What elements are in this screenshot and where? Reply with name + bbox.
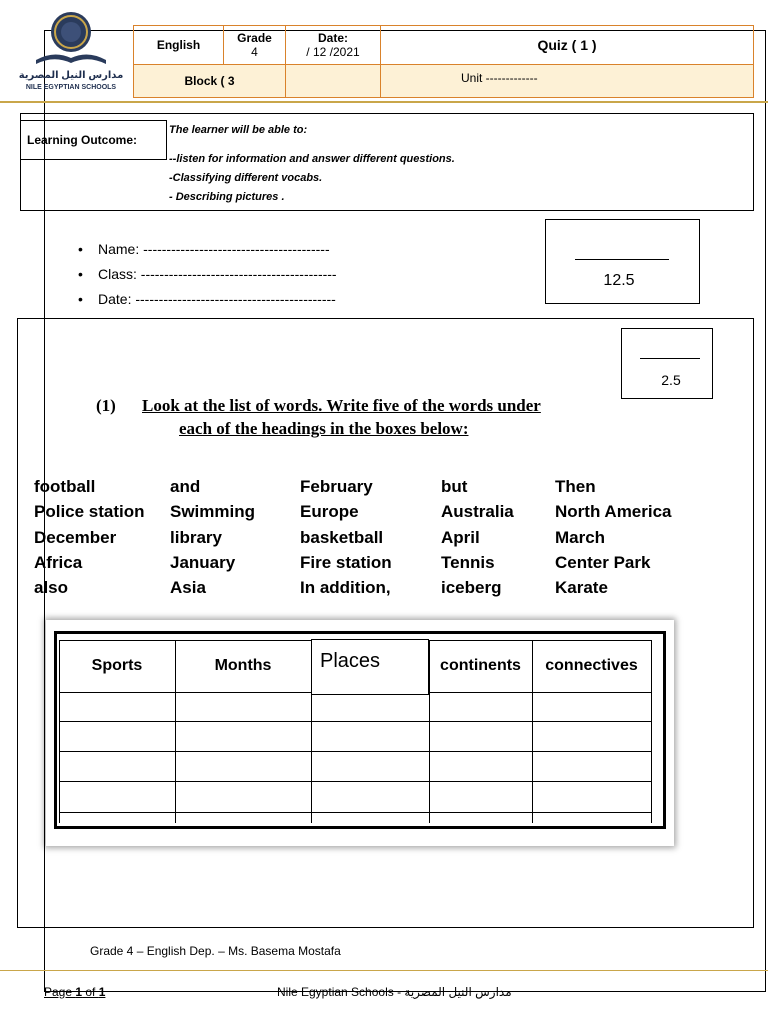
word-bank-word: Then [555, 477, 596, 496]
table-row-line [59, 781, 652, 782]
question-instruction-line2 [179, 419, 468, 439]
table-row-line [59, 751, 652, 752]
page-prefix: Page [44, 985, 76, 999]
question-line1-text: Look at the list of words. Write five of the words under [142, 396, 541, 415]
question-instruction-line1 [142, 396, 541, 416]
bullet-icon: • [78, 266, 83, 282]
header-divider [0, 101, 768, 103]
heading-sports: Sports [91, 657, 143, 674]
learning-outcome-item: - Describing pictures . [169, 191, 285, 203]
heading-connectives: connectives [545, 657, 638, 674]
logo-arabic-name: مدارس النيل المصرية [18, 70, 124, 81]
question-score: 2.5 [661, 372, 681, 388]
logo-english-name: NILE EGYPTIAN SCHOOLS [25, 84, 117, 91]
bullet-icon: • [78, 241, 83, 257]
word-bank-word: Center Park [555, 553, 651, 572]
header-date [285, 25, 381, 65]
header-unit: Unit ------------- [380, 64, 754, 98]
student-name-field[interactable]: Name: ---------------------------------------- [98, 241, 330, 257]
word-bank-word: January [170, 553, 236, 572]
word-bank-word: March [555, 528, 606, 547]
word-bank-word: iceberg [441, 578, 502, 597]
word-bank-word: Australia [441, 502, 514, 521]
footer-page-number [44, 985, 105, 999]
bullet-icon: • [78, 291, 83, 307]
heading-places: Places [311, 639, 429, 695]
header-grade-label: Grade [237, 31, 272, 45]
page-total: 1 [98, 985, 106, 999]
learning-outcome-item: --listen for information and answer different questions. [169, 153, 455, 165]
word-bank-word: basketball [300, 528, 384, 547]
learning-outcome-item: -Classifying different vocabs. [169, 172, 323, 184]
word-bank-word: Fire station [300, 553, 392, 572]
word-bank-word: April [441, 528, 480, 547]
word-bank-word: Asia [170, 578, 206, 597]
heading-months: Months [214, 657, 272, 674]
student-class-field[interactable]: Class: ------------------------------------------ [98, 266, 337, 282]
word-bank-word: Africa [34, 553, 83, 572]
word-bank-word: Tennis [441, 553, 495, 572]
student-class-line [78, 266, 337, 282]
page-current: 1 [75, 985, 83, 999]
header-subject: English [133, 25, 224, 65]
word-bank-word: and [170, 477, 201, 496]
word-bank-word: December [34, 528, 117, 547]
word-bank-word: Police station [34, 502, 145, 521]
header-quiz-title: Quiz ( 1 ) [380, 25, 754, 65]
school-crest-icon [14, 8, 128, 70]
word-bank-word: but [441, 477, 468, 496]
footer-school: Nile Egyptian Schools - مدارس النيل المصرية [277, 985, 512, 999]
footer-teacher: Grade 4 – English Dep. – Ms. Basema Mostafa [90, 944, 341, 958]
question-score-box [621, 328, 713, 399]
total-score: 12.5 [603, 272, 635, 289]
question-score-rule [640, 358, 700, 359]
word-bank-word: Karate [555, 578, 608, 597]
school-logo [14, 8, 128, 98]
total-score-rule [575, 259, 669, 260]
word-bank-word: also [34, 578, 69, 597]
word-bank-word: In addition, [300, 578, 391, 597]
question-line2-text: each of the headings in the boxes below: [179, 419, 469, 438]
student-name-line [78, 241, 330, 257]
table-row-line [59, 721, 652, 722]
page-of: of [82, 985, 99, 999]
header-blank-cell [285, 64, 381, 98]
header-date-label: Date: [317, 31, 348, 45]
learning-outcome-intro: The learner will be able to: [169, 124, 308, 136]
word-bank-word: football [34, 477, 96, 496]
heading-continents: continents [440, 657, 521, 674]
table-column-line [651, 640, 652, 823]
learning-outcome-label: Learning Outcome: [20, 120, 167, 160]
word-bank-word: Swimming [170, 502, 256, 521]
header-grade [223, 25, 286, 65]
word-bank-word: Europe [300, 502, 359, 521]
header-grade-value: 4 [251, 45, 258, 59]
word-bank-word: library [170, 528, 222, 547]
word-bank-word: February [300, 477, 373, 496]
footer-divider [0, 970, 768, 971]
word-bank-word: North America [555, 502, 672, 521]
total-score-box [545, 219, 700, 304]
header-block: Block ( 3 [133, 64, 286, 98]
student-date-line [78, 291, 336, 307]
header-date-value: / 12 /2021 [306, 45, 360, 59]
question-number: (1) [96, 396, 116, 415]
student-date-field[interactable]: Date: ------------------------------------------- [98, 291, 336, 307]
table-row-line [59, 812, 652, 813]
